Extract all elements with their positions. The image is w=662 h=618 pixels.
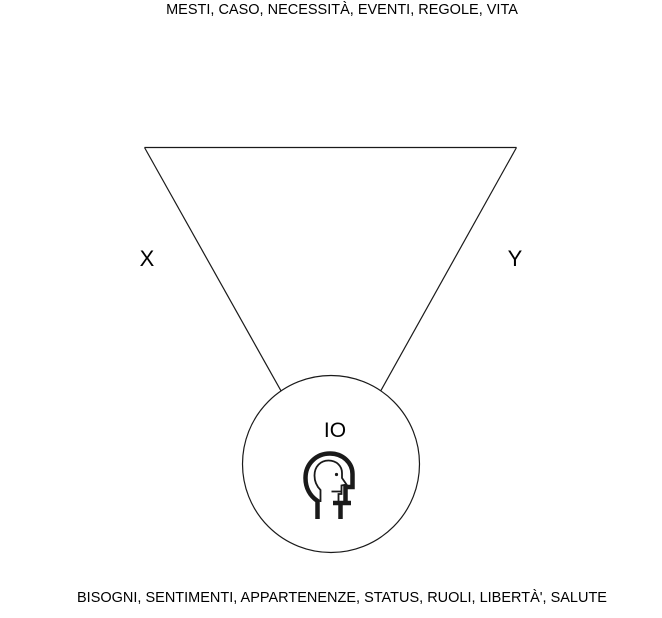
top-axis-label: MESTI, CASO, NECESSITÀ, EVENTI, REGOLE, VITA xyxy=(166,2,518,18)
head-eye-dot xyxy=(335,473,338,476)
right-vertex-label: Y xyxy=(507,246,523,271)
left-vertex-label: X xyxy=(139,246,155,271)
head-profile-icon xyxy=(303,450,359,522)
io-circle-label: IO xyxy=(323,419,347,442)
head-inner-outline xyxy=(315,461,347,503)
head-outer-outline xyxy=(306,454,353,520)
bottom-axis-label: BISOGNI, SENTIMENTI, APPARTENENZE, STATUS, RUOLI, LIBERTÀ', SALUTE xyxy=(77,590,607,606)
